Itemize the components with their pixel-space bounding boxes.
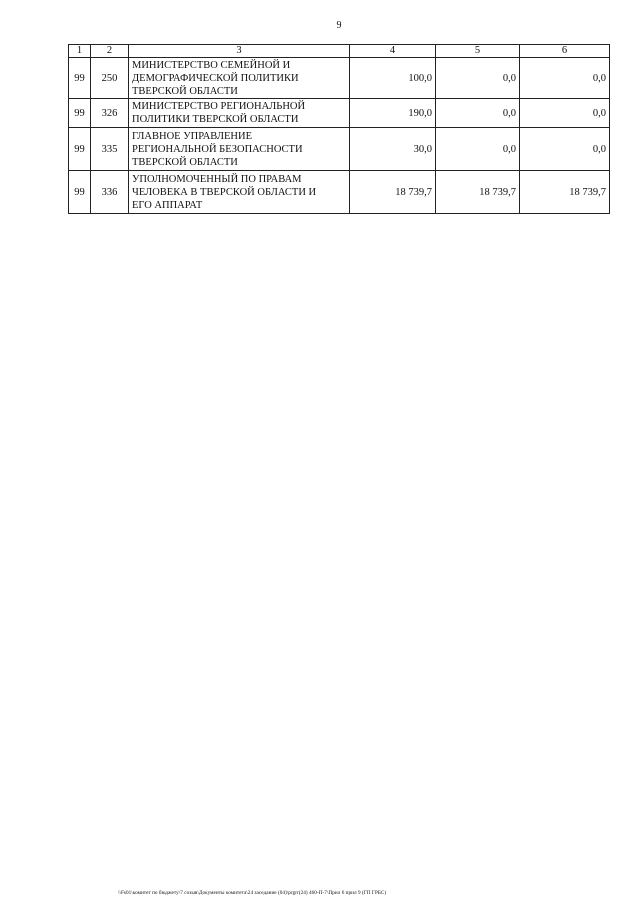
row-department-name xyxy=(129,128,350,171)
name-line: ТВЕРСКОЙ ОБЛАСТИ xyxy=(132,156,238,168)
row-department-code: 326 xyxy=(91,99,129,128)
row-department-name xyxy=(129,58,350,99)
table-header-row xyxy=(69,45,610,58)
row-value-5: 18 739,7 xyxy=(436,171,520,214)
name-line: РЕГИОНАЛЬНОЙ БЕЗОПАСНОСТИ xyxy=(132,143,303,155)
row-value-4: 100,0 xyxy=(350,58,436,99)
name-line: УПОЛНОМОЧЕННЫЙ ПО ПРАВАМ xyxy=(132,173,302,185)
row-value-6: 0,0 xyxy=(520,128,610,171)
row-value-5: 0,0 xyxy=(436,58,520,99)
row-section-code: 99 xyxy=(69,58,91,99)
column-header-5: 5 xyxy=(436,45,520,58)
name-line: МИНИСТЕРСТВО СЕМЕЙНОЙ И xyxy=(132,59,291,71)
row-department-name xyxy=(129,171,350,214)
column-header-3: 3 xyxy=(129,45,350,58)
name-line: ЧЕЛОВЕКА В ТВЕРСКОЙ ОБЛАСТИ И xyxy=(132,186,317,198)
row-value-4: 18 739,7 xyxy=(350,171,436,214)
column-header-2: 2 xyxy=(91,45,129,58)
name-line: МИНИСТЕРСТВО РЕГИОНАЛЬНОЙ xyxy=(132,101,306,112)
row-value-4: 190,0 xyxy=(350,99,436,128)
table-row xyxy=(69,58,610,99)
name-line: ПОЛИТИКИ ТВЕРСКОЙ ОБЛАСТИ xyxy=(132,114,299,125)
row-value-6: 0,0 xyxy=(520,99,610,128)
page-number: 9 xyxy=(336,20,342,31)
name-line: ЕГО АППАРАТ xyxy=(132,199,203,211)
name-line: ГЛАВНОЕ УПРАВЛЕНИЕ xyxy=(132,130,253,142)
table-row xyxy=(69,171,610,214)
row-department-name xyxy=(129,99,350,128)
row-department-code: 336 xyxy=(91,171,129,214)
row-value-5: 0,0 xyxy=(436,128,520,171)
row-value-5: 0,0 xyxy=(436,99,520,128)
name-line: ТВЕРСКОЙ ОБЛАСТИ xyxy=(132,85,238,97)
row-value-4: 30,0 xyxy=(350,128,436,171)
row-section-code: 99 xyxy=(69,128,91,171)
table-row xyxy=(69,128,610,171)
row-section-code: 99 xyxy=(69,171,91,214)
column-header-6: 6 xyxy=(520,45,610,58)
name-line: ДЕМОГРАФИЧЕСКОЙ ПОЛИТИКИ xyxy=(132,72,299,84)
column-header-4: 4 xyxy=(350,45,436,58)
row-section-code: 99 xyxy=(69,99,91,128)
budget-table xyxy=(68,44,610,214)
row-value-6: 18 739,7 xyxy=(520,171,610,214)
row-value-6: 0,0 xyxy=(520,58,610,99)
row-department-code: 335 xyxy=(91,128,129,171)
table-row xyxy=(69,99,610,128)
footer-file-path: \\Fs01\комитет по бюджету\7 созыв\Документы комитета\24 заседание (04)\prgrr(24) 460-П-7\Прил 6 прил 9 (ГП ГРБС) xyxy=(118,890,387,896)
column-header-1: 1 xyxy=(69,45,91,58)
row-department-code: 250 xyxy=(91,58,129,99)
